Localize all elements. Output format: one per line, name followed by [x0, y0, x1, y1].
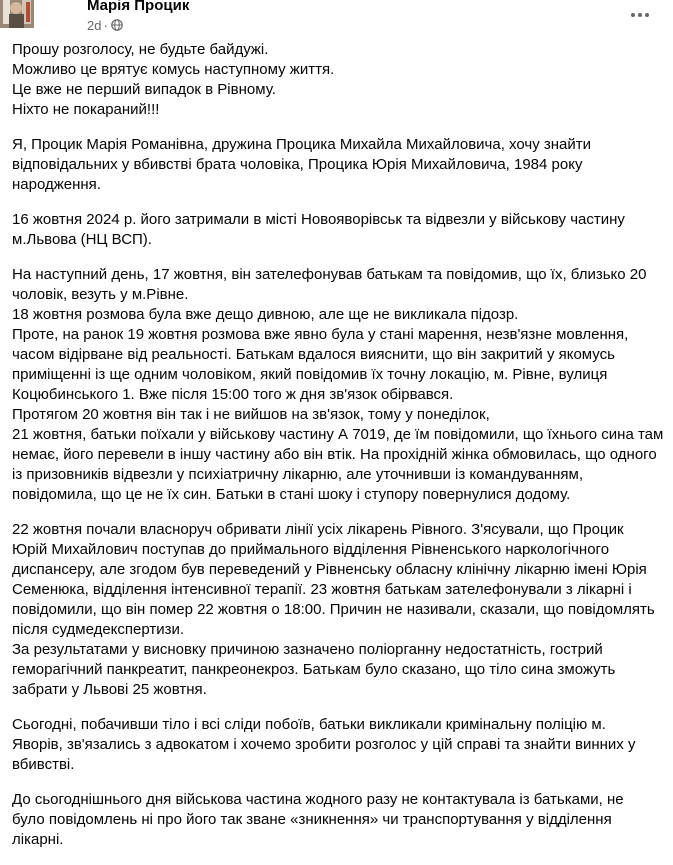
post-text-line: диспансеру, але згодом був переведений у Рівненську обласну клінічну лікарню імені Юрія	[12, 561, 647, 578]
post-text-line: відповідальних у вбивстві брата чоловіка, Процика Юрія Михайловича, 1984 року	[12, 156, 583, 173]
post-text-line: повідомили, що він помер 22 жовтня о 18:00. Причин не називали, сказали, що повідомлять	[12, 601, 655, 618]
post-text-line: Проте, на ранок 19 жовтня розмова вже явно була у стані марення, незв'язне мовлення,	[12, 326, 629, 343]
post-text-line: народження.	[12, 176, 101, 193]
post-text-line: На наступний день, 17 жовтня, він зателефонував батькам та повідомив, що їх, близько 20	[12, 266, 647, 283]
post-text-line: чоловік, везуть у м.Рівне.	[12, 286, 189, 303]
post-text-line: після судмедекспертизи.	[12, 621, 185, 638]
post-text-line: Юрій Михайлович поступав до приймального відділення Рівненського наркологічного	[12, 541, 610, 558]
post-text-line: Прошу розголосу, не будьте байдужі.	[12, 41, 269, 58]
post-text-line: Це вже не перший випадок в Рівному.	[12, 81, 276, 98]
post-text-line: забрати у Львові 25 жовтня.	[12, 681, 207, 698]
post-paragraph	[12, 520, 662, 700]
post-text-line: часом відірване від реальності. Батькам вдалося вияснити, що він закритий у якомусь	[12, 346, 615, 363]
post-text-line: 16 жовтня 2024 р. його затримали в місті Новояворівськ та відвезли у військову частину	[12, 211, 625, 228]
post-text-line: Семенюка, відділення інтенсивної терапії. 23 жовтня батькам зателефонували з лікарні і	[12, 581, 632, 598]
more-options-button[interactable]	[622, 0, 658, 30]
avatar-image	[0, 0, 34, 28]
post-paragraph	[12, 210, 662, 250]
post-text-line: Сьогодні, побачивши тіло і всі сліди побоїв, батьки викликали кримінальну поліцію м.	[12, 716, 606, 733]
post-meta	[87, 17, 123, 33]
post-text-line: Яворів, зв'язались з адвокатом і хочемо зробити розголос у цій справі та знайти винних у	[12, 736, 636, 753]
post-text-line: 21 жовтня, батьки поїхали у військову частину А 7019, де їм повідомили, що їхнього сина там	[12, 426, 664, 443]
meta-separator: ·	[103, 17, 108, 33]
post-text-line: До сьогоднішнього дня військова частина жодного разу не контактувала із батьками, не	[12, 791, 624, 808]
post-text-line: 18 жовтня розмова була вже дещо дивною, але ще не викликала підозр.	[12, 306, 519, 323]
post-text-line: 22 жовтня почали власноруч обривати лінії усіх лікарень Рівного. З'ясували, що Процик	[12, 521, 624, 538]
more-horizontal-icon	[630, 12, 650, 18]
globe-icon	[111, 19, 123, 31]
post-text-line: За результатами у висновку причиною зазначено поліорганну недостатність, гострий	[12, 641, 603, 658]
post-text-line: повідомила, що це не їх син. Батьки в стані шоку і ступору повернулися додому.	[12, 486, 571, 503]
post-paragraph	[12, 715, 662, 775]
post-text-line: Коцюбинського 1. Вже після 15:00 того ж дня зв'язок обірвався.	[12, 386, 454, 403]
post-paragraph	[12, 790, 662, 850]
post-header	[0, 0, 673, 40]
post-text-line: Я, Процик Марія Романівна, дружина Процика Михайла Михайловича, хочу знайти	[12, 136, 592, 153]
post-text-line: вбивстві.	[12, 756, 75, 773]
post-paragraph	[12, 135, 662, 195]
post-text-line: лікарні.	[12, 831, 64, 848]
post-paragraph	[12, 40, 662, 120]
post-text-line: із призовників відвезли у психіатричну лікарню, але уточнивши із командуванням,	[12, 466, 584, 483]
post-text-line: геморагічний панкреатит, панкреонекроз. Батькам було сказано, що тіло сина зможуть	[12, 661, 616, 678]
post-text-line: приміщенні із ще одним чоловіком, який повідомив їх точну локацію, м. Рівне, вулиця	[12, 366, 608, 383]
author-name[interactable]: Марія Процик	[87, 0, 190, 14]
post-text-line: Ніхто не покараний!!!	[12, 101, 160, 118]
post-text	[12, 40, 662, 865]
avatar[interactable]	[0, 0, 34, 28]
post-timestamp[interactable]: 2d	[87, 17, 102, 33]
post-text-line: м.Львова (НЦ ВСП).	[12, 231, 152, 248]
post-text-line: немає, його перевели в іншу частину або він втік. На прохідній жінка обмовилась, що одного	[12, 446, 657, 463]
post-text-line: було повідомлень ні про його так зване «зникнення» чи транспортування у відділення	[12, 811, 612, 828]
post-paragraph	[12, 265, 662, 505]
post-text-line: Можливо це врятує комусь наступному життя.	[12, 61, 335, 78]
post-text-line: Протягом 20 жовтня він так і не вийшов на зв'язок, тому у понеділок,	[12, 406, 490, 423]
